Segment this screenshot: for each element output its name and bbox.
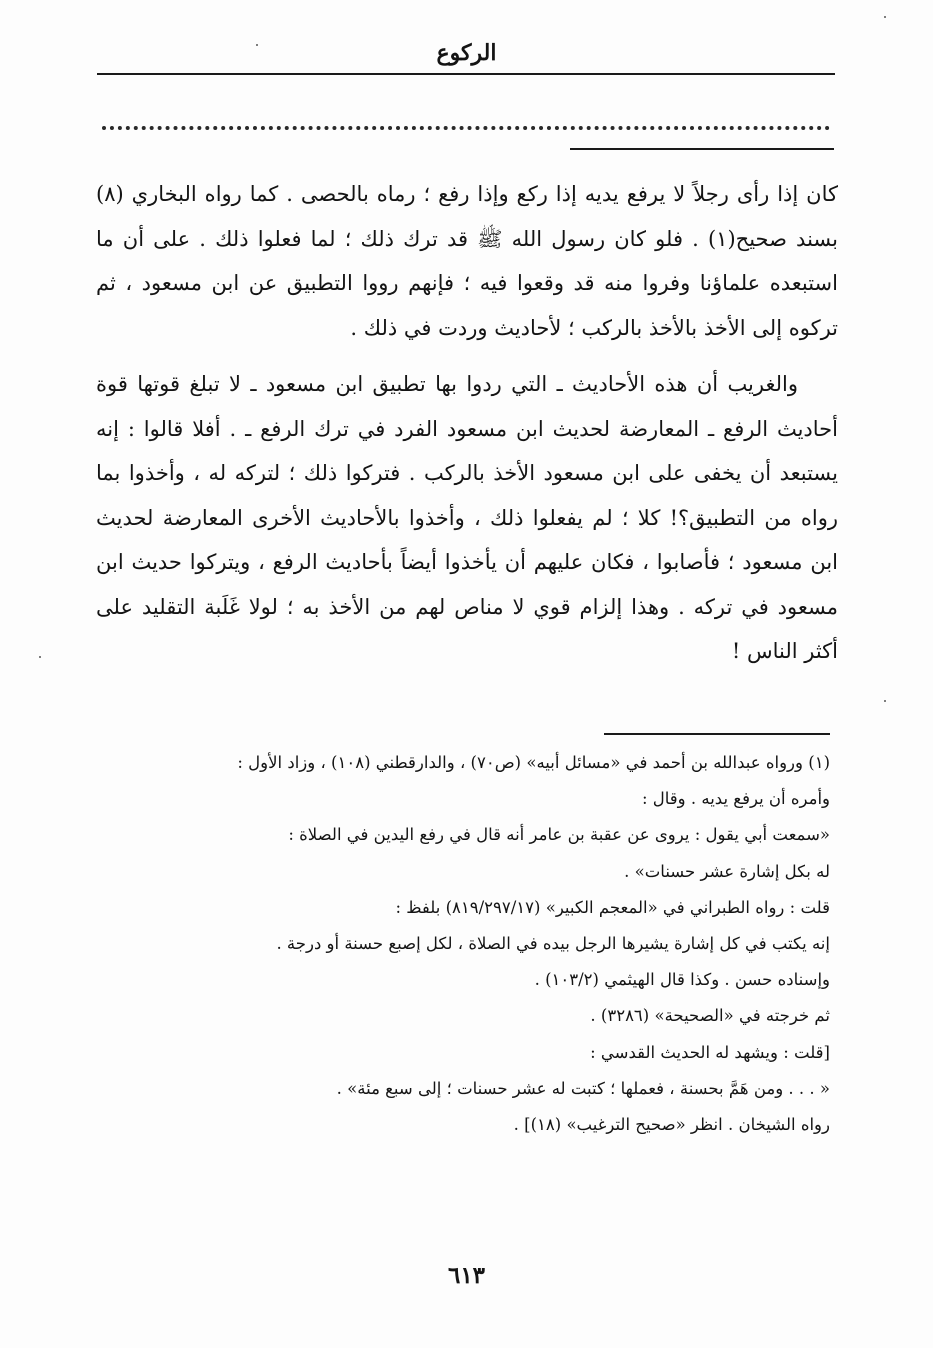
scan-speck [884, 700, 886, 702]
footnote-line: [قلت : ويشهد له الحديث القدسي : [590, 1042, 830, 1062]
footnote-line: وأمره أن يرفع يديه . وقال : [641, 789, 830, 809]
scan-speck [256, 44, 258, 46]
footnote-line: قلت : رواه الطبراني في «المعجم الكبير» (٨١٩/٢٩٧/١٧) بلفظ : [395, 897, 830, 917]
header-rule [97, 73, 835, 75]
footnote-line: «سمعت أبي يقول : يروى عن عقبة بن عامر أنه قال في رفع اليدين في الصلاة : [288, 825, 830, 845]
footnote-line: رواه الشيخان . انظر «صحيح الترغيب» (١٨)] . [513, 1115, 830, 1135]
footnote-line: (١) ورواه عبدالله بن أحمد في «مسائل أبيه» (ص٧٠) ، والدارقطني (١٠٨) ، وزاد الأول : [237, 753, 830, 772]
running-header-title: الركوع [436, 40, 497, 66]
footnotes [150, 745, 830, 1143]
scan-speck [884, 16, 886, 18]
main-text [96, 172, 838, 674]
footnote-line: إنه يكتب في كل إشارة يشيرها الرجل بيده في الصلاة ، لكل إصبع حسنة أو درجة . [276, 934, 830, 954]
footnote-line: له بكل إشارة عشر حسنات» . [624, 861, 830, 881]
footnote-rule [604, 733, 830, 735]
section-rule [570, 148, 834, 150]
paragraph-2: والغريب أن هذه الأحاديث ـ التي ردوا بها تطبيق ابن مسعود ـ لا تبلغ قوتها قوة أحاديث الرفع ـ المعارضة لحديث ابن مسعود الفرد في ترك الرفع ـ . أفلا قالوا : إنه يستبعد أن يخفى على ابن مسعود الأخذ بالركب . فتركوا ذلك ؛ لتركه له ، وأخذوا بما رواه من التطبيق؟! كلا ؛ لم يفعلوا ذلك ، وأخذوا بالأحاديث الأخرى المعارضة لحديث ابن مسعود ؛ فأصابوا ، فكان عليهم أن يأخذوا أيضاً بأحاديث الرفع ، ويتركوا حديث ابن مسعود في تركه . وهذا إلزام قوي لا مناص لهم من الأخذ به ؛ لولا غَلَبة التقليد على أكثر الناس ! [96, 372, 838, 663]
footnote-line: « . . . ومن هَمَّ بحسنة ، فعملها ؛ كتبت له عشر حسنات ؛ إلى سبع مئة» . [336, 1078, 830, 1098]
footnote-line: وإسناده حسن . وكذا قال الهيثمي (١٠٣/٢) . [534, 970, 830, 990]
dotted-separator [102, 126, 830, 130]
page-number: ٦١٣ [447, 1262, 486, 1289]
scan-speck [39, 656, 41, 658]
footnote-line: ثم خرجته في «الصحيحة» (٣٢٨٦) . [590, 1006, 830, 1026]
paragraph-1: كان إذا رأى رجلاً لا يرفع يديه إذا ركع وإذا رفع ؛ رماه بالحصى . كما رواه البخاري (٨) بسند صحيح(١) . فلو كان رسول الله ﷺ قد ترك ذلك ؛ لما فعلوا ذلك . على أن ما استبعده علماؤنا وفروا منه قد وقعوا فيه ؛ فإنهم رووا التطبيق عن ابن مسعود ، ثم تركوه إلى الأخذ بالأخذ بالركب ؛ لأحاديث وردت في ذلك . [96, 182, 838, 340]
